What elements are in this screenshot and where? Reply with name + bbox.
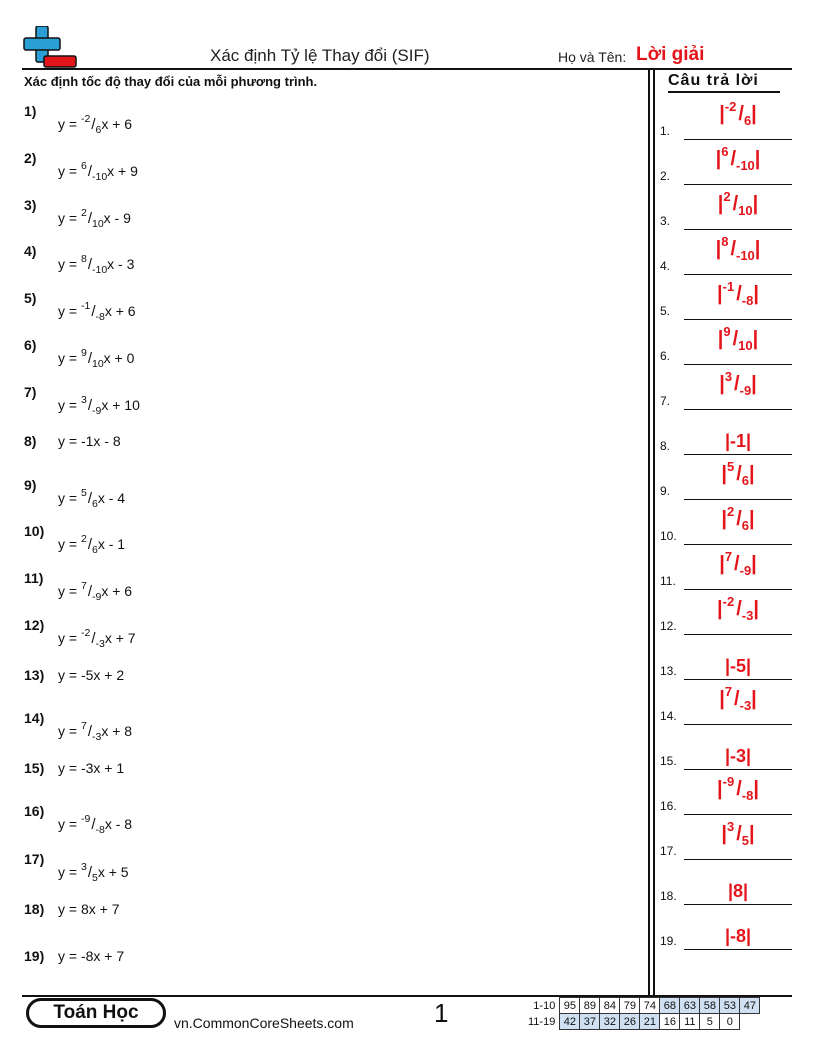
answer-denominator: 5 <box>741 833 750 848</box>
answer-item <box>660 861 792 905</box>
header-divider <box>22 68 792 70</box>
equation-tail: x + 5 <box>97 864 129 880</box>
answer-value <box>684 279 792 317</box>
answer-item <box>660 141 792 185</box>
answer-slash: / <box>734 373 740 395</box>
score-cell: 37 <box>580 1014 600 1030</box>
answer-value: |-1| <box>724 431 752 451</box>
fraction-slash: / <box>91 303 96 320</box>
answer-item <box>660 186 792 230</box>
problem-number: 2) <box>24 150 37 166</box>
fraction-denominator: -8 <box>95 824 105 836</box>
fraction-slash: / <box>87 583 92 600</box>
answer-denominator: -10 <box>736 158 755 173</box>
answer-number: 19. <box>660 934 677 948</box>
problem-number: 11) <box>24 570 44 586</box>
answer-slash: / <box>736 283 742 305</box>
fraction-denominator: -10 <box>91 171 108 183</box>
answer-line <box>684 364 792 366</box>
fraction-numerator: 3 <box>80 861 87 873</box>
problem-item <box>24 477 624 517</box>
answer-value <box>684 234 792 272</box>
name-label: Họ và Tên: <box>558 49 627 65</box>
answer-numerator: 5 <box>726 459 735 474</box>
problem-equation: y = -8x + 7 <box>58 948 125 964</box>
answer-denominator: -8 <box>741 293 754 308</box>
fraction-slash: / <box>87 536 92 553</box>
answer-numerator: -2 <box>722 594 735 609</box>
answer-line <box>684 589 792 591</box>
answer-denominator: -9 <box>739 383 752 398</box>
answer-value <box>684 549 792 587</box>
abs-bar: | <box>753 283 759 305</box>
answer-number: 2. <box>660 169 671 183</box>
answer-line <box>684 949 792 951</box>
fraction-numerator: 2 <box>80 207 87 219</box>
fraction-slash: / <box>87 163 92 180</box>
score-cell: 68 <box>660 998 680 1014</box>
problem-equation: $y = ^{-2}/_6x + 6$ <box>58 113 133 136</box>
score-cell: 84 <box>600 998 620 1014</box>
abs-bar: | <box>715 148 722 170</box>
score-cell: 5 <box>700 1014 720 1030</box>
problem-number: 13) <box>24 667 45 683</box>
score-cell: 63 <box>680 998 700 1014</box>
answer-numerator: -1 <box>722 279 735 294</box>
instructions: Xác định tốc độ thay đổi của mỗi phương trình. <box>24 74 318 89</box>
answer-denominator: 6 <box>741 473 750 488</box>
answer-number: 8. <box>660 439 671 453</box>
fraction-denominator: 6 <box>95 124 102 136</box>
problem-equation: $y = ^7/_{-9}x + 6$ <box>58 580 133 603</box>
fraction-denominator: 10 <box>91 358 104 370</box>
fraction-slash: / <box>91 816 96 833</box>
score-cell: 32 <box>600 1014 620 1030</box>
answer-value <box>684 684 792 722</box>
answer-number: 14. <box>660 709 677 723</box>
answer-slash: / <box>736 463 742 485</box>
problem-item <box>24 851 624 891</box>
answer-line <box>684 184 792 186</box>
answer-slash: / <box>736 823 742 845</box>
answer-item <box>660 501 792 545</box>
answer-item <box>660 906 792 950</box>
abs-bar: | <box>751 553 757 575</box>
problem-equation: $y = ^3/_{-9}x + 10$ <box>58 394 140 417</box>
abs-bar: | <box>749 508 755 530</box>
fraction-numerator: 2 <box>80 533 87 545</box>
answer-line <box>684 274 792 276</box>
abs-bar: | <box>721 508 727 530</box>
problem-equation: $y = ^7/_{-3}x + 8$ <box>58 720 133 743</box>
problem-number: 14) <box>24 710 45 726</box>
fraction-denominator: -9 <box>91 405 102 417</box>
fraction-numerator: 3 <box>80 394 87 406</box>
problem-equation: $y = ^5/_6x - 4$ <box>58 487 126 510</box>
fraction-numerator: 5 <box>80 487 87 499</box>
problem-item <box>24 757 624 797</box>
fraction-numerator: -2 <box>80 113 91 125</box>
answer-line <box>684 769 792 771</box>
answer-number: 3. <box>660 214 671 228</box>
brand-badge: Toán Học <box>26 998 166 1028</box>
abs-bar: | <box>753 778 759 800</box>
worksheet-title: Xác định Tỷ lệ Thay đổi (SIF) <box>210 46 430 65</box>
answer-slash: / <box>734 688 740 710</box>
answer-denominator: 6 <box>743 113 752 128</box>
problem-item <box>24 197 624 237</box>
problem-number: 4) <box>24 243 37 259</box>
answer-item <box>660 96 792 140</box>
score-row <box>526 1014 760 1030</box>
abs-bar: | <box>715 238 722 260</box>
answer-slash: / <box>736 598 742 620</box>
score-cell: 16 <box>660 1014 680 1030</box>
problem-number: 18) <box>24 901 45 917</box>
problem-number: 17) <box>24 851 45 867</box>
problem-item <box>24 617 624 657</box>
answer-line <box>684 499 792 501</box>
problem-item <box>24 710 624 750</box>
plus-minus-logo-icon <box>22 26 78 70</box>
answer-item <box>660 591 792 635</box>
answer-number: 17. <box>660 844 677 858</box>
score-cell: 11 <box>680 1014 700 1030</box>
abs-bar: | <box>753 598 759 620</box>
answer-line <box>684 634 792 636</box>
answers-title: Câu trả lời <box>668 72 759 89</box>
abs-bar: | <box>719 103 725 125</box>
fraction-denominator: 10 <box>91 218 104 230</box>
problem-number: 16) <box>24 803 45 819</box>
answer-item <box>660 411 792 455</box>
answer-value <box>684 324 792 362</box>
answer-number: 7. <box>660 394 671 408</box>
answer-line <box>684 724 792 726</box>
answer-number: 12. <box>660 619 677 633</box>
fraction-numerator: -2 <box>80 627 91 639</box>
abs-bar: | <box>717 283 723 305</box>
problem-item <box>24 803 624 843</box>
abs-bar: | <box>721 823 727 845</box>
score-cell: 79 <box>620 998 640 1014</box>
abs-bar: | <box>719 373 725 395</box>
equation-tail: x + 10 <box>101 397 140 413</box>
answer-value <box>684 459 792 497</box>
score-range-label: 1-10 <box>533 999 556 1012</box>
abs-bar: | <box>717 598 723 620</box>
score-cell: 53 <box>720 998 740 1014</box>
answer-value <box>684 189 792 227</box>
answer-number: 4. <box>660 259 671 273</box>
page-number: 1 <box>434 998 449 1028</box>
answer-value <box>684 369 792 407</box>
problem-item <box>24 523 624 563</box>
fraction-denominator: 6 <box>91 498 98 510</box>
problem-item <box>24 243 624 283</box>
answer-item <box>660 636 792 680</box>
score-range-label: 11-19 <box>528 1015 556 1028</box>
equation-tail: x + 9 <box>107 163 138 179</box>
equation-tail: x - 8 <box>104 816 133 832</box>
answer-line <box>684 319 792 321</box>
column-divider <box>653 70 655 996</box>
problem-number: 9) <box>24 477 37 493</box>
answer-line <box>684 814 792 816</box>
problem-item <box>24 103 624 143</box>
answer-slash: / <box>738 103 744 125</box>
fraction-slash: / <box>87 723 92 740</box>
fraction-numerator: -1 <box>80 300 91 312</box>
answer-line <box>684 229 792 231</box>
fraction-denominator: -8 <box>95 311 105 323</box>
answer-item <box>660 726 792 770</box>
answer-line <box>684 679 792 681</box>
abs-bar: | <box>717 328 724 350</box>
score-cell: 21 <box>640 1014 660 1030</box>
name-value: Lời giải <box>636 44 705 65</box>
answer-value: |-3| <box>724 746 752 766</box>
fraction-denominator: -9 <box>91 591 102 603</box>
fraction-slash: / <box>87 256 92 273</box>
fraction-numerator: -9 <box>80 813 91 825</box>
fraction-denominator: 6 <box>91 544 98 556</box>
answer-slash: / <box>732 328 739 350</box>
fraction-denominator: -10 <box>91 264 108 276</box>
answer-value <box>684 504 792 542</box>
equation-tail: x + 8 <box>101 723 133 739</box>
answer-denominator: 6 <box>741 518 750 533</box>
answer-slash: / <box>730 148 736 170</box>
answer-number: 9. <box>660 484 671 498</box>
answer-slash: / <box>732 193 739 215</box>
abs-bar: | <box>719 553 725 575</box>
fraction-numerator: 9 <box>80 347 87 359</box>
abs-bar: | <box>751 373 757 395</box>
equation-tail: x + 7 <box>104 630 136 646</box>
score-cell: 95 <box>560 998 580 1014</box>
problem-item <box>24 570 624 610</box>
fraction-denominator: -3 <box>91 731 102 743</box>
problem-number: 15) <box>24 760 45 776</box>
problem-item <box>24 430 624 470</box>
problem-equation: y = 8x + 7 <box>58 901 120 917</box>
abs-bar: | <box>749 463 755 485</box>
problem-item <box>24 384 624 424</box>
answer-slash: / <box>736 778 742 800</box>
answer-slash: / <box>734 553 740 575</box>
fraction-slash: / <box>87 490 92 507</box>
answer-numerator: -2 <box>724 99 737 114</box>
answer-denominator: -8 <box>741 788 754 803</box>
problem-item <box>24 290 624 330</box>
abs-bar: | <box>751 688 757 710</box>
fraction-numerator: 7 <box>80 580 87 592</box>
answer-number: 1. <box>660 124 671 138</box>
answer-denominator: -9 <box>739 563 752 578</box>
answer-numerator: 2 <box>726 504 735 519</box>
answer-line <box>684 859 792 861</box>
column-divider <box>648 70 650 996</box>
abs-bar: | <box>749 823 755 845</box>
answer-number: 5. <box>660 304 671 318</box>
score-cell: 58 <box>700 998 720 1014</box>
answer-item <box>660 276 792 320</box>
answer-numerator: -9 <box>722 774 735 789</box>
problem-equation: $y = ^{-9}/_{-8}x - 8$ <box>58 813 133 836</box>
answer-item <box>660 366 792 410</box>
score-cell: 89 <box>580 998 600 1014</box>
answer-number: 6. <box>660 349 671 363</box>
problem-equation: $y = ^3/_5x + 5$ <box>58 861 129 884</box>
fraction-slash: / <box>91 630 96 647</box>
answer-denominator: -3 <box>739 698 752 713</box>
answer-number: 10. <box>660 529 677 543</box>
problem-number: 7) <box>24 384 37 400</box>
problem-equation: $y = ^{-1}/_{-8}x + 6$ <box>58 300 136 323</box>
problem-number: 3) <box>24 197 37 213</box>
answer-value <box>684 99 792 137</box>
answer-item <box>660 546 792 590</box>
problem-item <box>24 898 624 938</box>
answer-line <box>684 904 792 906</box>
answer-numerator: 3 <box>726 819 735 834</box>
fraction-denominator: 5 <box>91 872 98 884</box>
equation-tail: x - 9 <box>103 210 131 226</box>
answer-denominator: 10 <box>738 338 753 353</box>
score-cell: 42 <box>560 1014 580 1030</box>
score-table <box>526 997 760 1030</box>
answer-numerator: 8 <box>721 234 729 249</box>
score-cell: 74 <box>640 998 660 1014</box>
equation-tail: x + 6 <box>101 583 133 599</box>
problem-item <box>24 945 624 985</box>
answer-value <box>684 774 792 812</box>
equation-tail: x + 6 <box>101 116 133 132</box>
problem-equation: $y = ^6/_{-10}x + 9$ <box>58 160 138 183</box>
problem-equation: y = -3x + 1 <box>58 760 125 776</box>
answer-denominator: -3 <box>741 608 754 623</box>
answer-denominator: -10 <box>736 248 755 263</box>
problem-equation: $y = ^8/_{-10}x - 3$ <box>58 253 135 276</box>
equation-tail: x + 6 <box>104 303 136 319</box>
problem-number: 12) <box>24 617 45 633</box>
abs-bar: | <box>751 103 757 125</box>
fraction-denominator: -3 <box>95 638 105 650</box>
problem-equation: y = -1x - 8 <box>58 433 121 449</box>
fraction-slash: / <box>87 397 92 414</box>
answers-title-underline <box>668 91 780 93</box>
answer-value: |-8| <box>724 926 752 946</box>
answer-line <box>684 544 792 546</box>
problem-number: 10) <box>24 523 45 539</box>
answer-value <box>684 594 792 632</box>
answer-denominator: 10 <box>738 203 753 218</box>
problem-equation: $y = ^{-2}/_{-3}x + 7$ <box>58 627 136 650</box>
problem-number: 1) <box>24 103 37 119</box>
answer-slash: / <box>730 238 736 260</box>
equation-tail: x + 0 <box>103 350 135 366</box>
site-url: vn.CommonCoreSheets.com <box>174 1015 354 1031</box>
answer-numerator: 3 <box>724 369 733 384</box>
answer-item <box>660 681 792 725</box>
problem-equation: $y = ^2/_{10}x - 9$ <box>58 207 131 230</box>
score-cell: 0 <box>720 1014 740 1030</box>
abs-bar: | <box>717 778 723 800</box>
answer-item <box>660 771 792 815</box>
problem-item <box>24 337 624 377</box>
equation-tail: x - 3 <box>107 256 135 272</box>
answer-item <box>660 321 792 365</box>
equation-tail: x - 1 <box>97 536 126 552</box>
answer-value: |-5| <box>724 656 752 676</box>
problem-item <box>24 664 624 704</box>
fraction-slash: / <box>87 210 92 227</box>
answer-number: 16. <box>660 799 677 813</box>
answer-value <box>684 819 792 857</box>
fraction-slash: / <box>87 350 92 367</box>
abs-bar: | <box>754 238 761 260</box>
answer-slash: / <box>736 508 742 530</box>
answer-line <box>684 409 792 411</box>
score-cell: 26 <box>620 1014 640 1030</box>
abs-bar: | <box>719 688 725 710</box>
problem-equation: $y = ^2/_6x - 1$ <box>58 533 126 556</box>
answer-value <box>684 144 792 182</box>
abs-bar: | <box>754 148 761 170</box>
answer-item <box>660 231 792 275</box>
problem-number: 19) <box>24 948 45 964</box>
answer-line <box>684 454 792 456</box>
answer-numerator: 7 <box>724 684 733 699</box>
abs-bar: | <box>752 193 759 215</box>
answer-number: 13. <box>660 664 677 678</box>
answer-line <box>684 139 792 141</box>
fraction-numerator: 6 <box>80 160 87 172</box>
fraction-slash: / <box>91 116 96 133</box>
answer-number: 11. <box>660 574 676 588</box>
answer-numerator: 2 <box>723 189 731 204</box>
answer-value: |8| <box>727 881 749 901</box>
answer-numerator: 6 <box>721 144 729 159</box>
fraction-numerator: 7 <box>80 720 87 732</box>
abs-bar: | <box>752 328 759 350</box>
fraction-numerator: 8 <box>80 253 87 265</box>
answer-numerator: 9 <box>723 324 731 339</box>
problem-equation: y = -5x + 2 <box>58 667 125 683</box>
abs-bar: | <box>717 193 724 215</box>
score-cell: 47 <box>740 998 760 1014</box>
problem-number: 8) <box>24 433 37 449</box>
problem-equation: $y = ^9/_{10}x + 0$ <box>58 347 135 370</box>
fraction-slash: / <box>87 864 92 881</box>
equation-tail: x - 4 <box>97 490 126 506</box>
answer-number: 18. <box>660 889 677 903</box>
answer-item <box>660 816 792 860</box>
score-row <box>526 998 760 1014</box>
abs-bar: | <box>721 463 727 485</box>
problem-number: 5) <box>24 290 37 306</box>
answer-number: 15. <box>660 754 677 768</box>
answer-item <box>660 456 792 500</box>
problem-number: 6) <box>24 337 37 353</box>
problem-item <box>24 150 624 190</box>
answer-numerator: 7 <box>724 549 733 564</box>
